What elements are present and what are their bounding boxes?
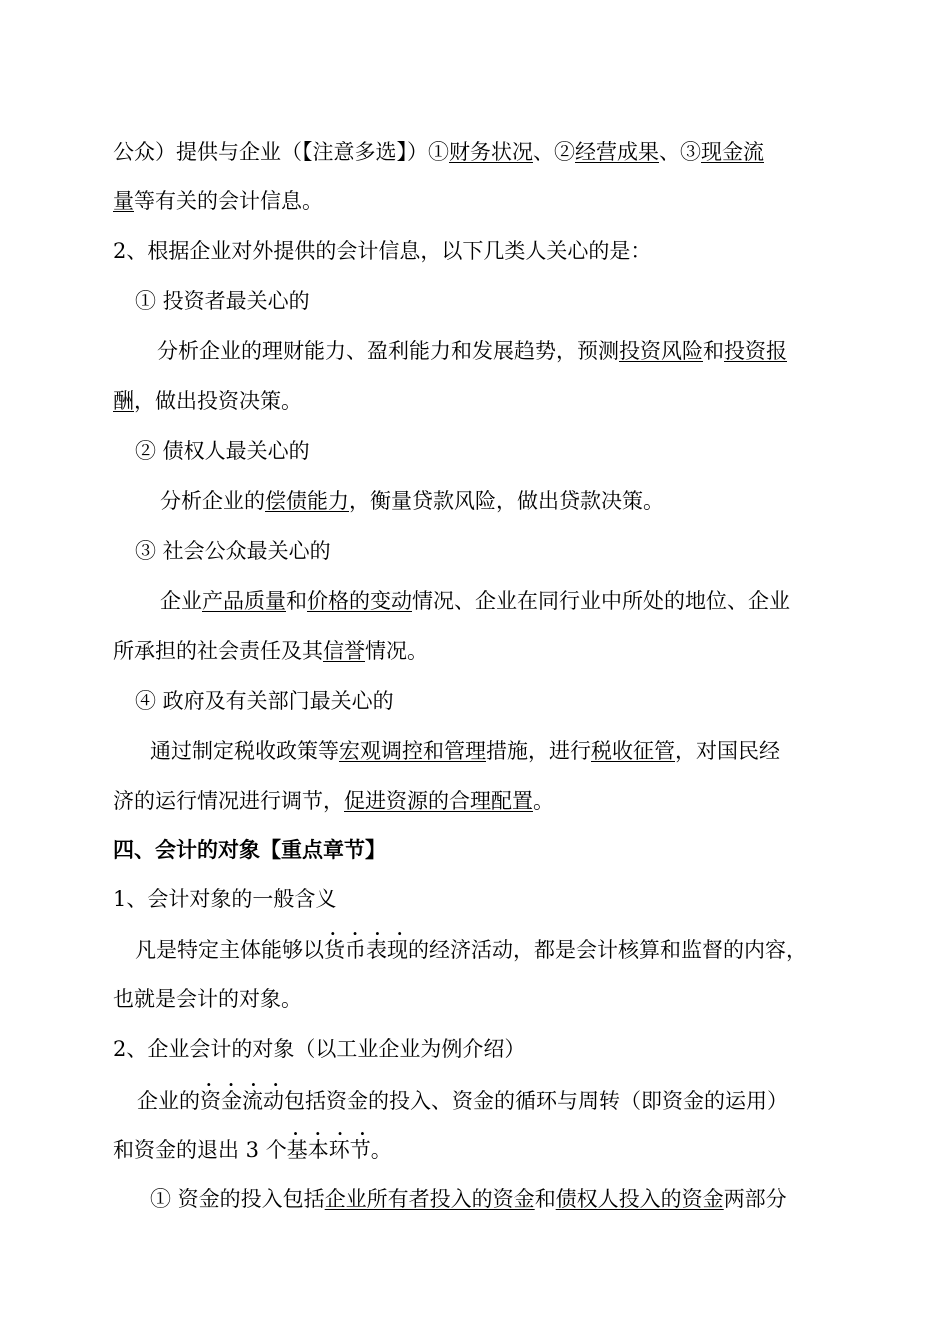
underlined-term: 财务状况 [449,140,533,164]
text: 企业的 [137,1089,200,1113]
underlined-term: 酬 [113,389,134,413]
paragraph-line [113,186,323,216]
text: ，衡量贷款风险，做出贷款决策。 [349,489,664,513]
text: 、② [533,140,575,164]
text: 通过制定税收政策等 [150,739,339,763]
text: 所承担的社会责任及其 [113,639,323,663]
underlined-term: 价格的变动 [307,589,412,613]
paragraph-line [150,1184,787,1214]
underlined-term: 投资风险 [619,339,703,363]
paragraph-line [150,736,780,766]
section-heading: 四、会计的对象【重点章节】 [113,837,386,862]
text: 和资金的退出 3 个 [113,1138,287,1162]
text: 企业 [160,589,202,613]
underlined-term: 偿债能力 [265,489,349,513]
emphasis-dotted-term: · · 货币表现 [324,938,408,962]
text: 情况。 [365,639,428,663]
sub-item-heading: ③ 社会公众最关心的 [135,539,331,563]
text: 、③ [659,140,701,164]
paragraph-line: 也就是会计的对象。 [113,987,302,1011]
paragraph-line [113,137,764,167]
text: ，做出投资决策。 [134,389,302,413]
underlined-term: 现金流 [701,140,764,164]
list-heading: 1、会计对象的一般含义 [113,887,337,911]
text: ① 资金的投入包括 [150,1187,325,1211]
emphasis-dotted-term: · · 资金流动 [200,1089,284,1113]
text: 包括资金的投入、资金的循环与周转（即资金的运用） [284,1089,788,1113]
paragraph-line [157,336,787,366]
paragraph-line [113,636,428,666]
text: 。 [533,789,554,813]
paragraph-line [113,386,302,416]
emphasis-dotted-term: · · 基本环节 [287,1138,371,1162]
paragraph-line [137,1086,788,1116]
underlined-term: 宏观调控和管理 [339,739,486,763]
text: ，对国民经 [675,739,780,763]
text: 等有关的会计信息。 [134,189,323,213]
text: 和 [534,1187,556,1211]
text: 凡是特定主体能够以 [135,938,324,962]
paragraph-line [160,586,790,616]
sub-item-heading: ① 投资者最关心的 [135,289,310,313]
underlined-term: 产品质量 [202,589,286,613]
underlined-term: 税收征管 [591,739,675,763]
text: 和 [703,339,724,363]
sub-item-heading: ② 债权人最关心的 [135,439,310,463]
paragraph-line [113,1135,392,1165]
list-heading: 2、根据企业对外提供的会计信息，以下几类人关心的是： [113,239,652,263]
underlined-term: 量 [113,189,134,213]
list-heading: 2、企业会计的对象（以工业企业为例介绍） [113,1037,526,1061]
text: 济的运行情况进行调节， [113,789,344,813]
text: 两部分 [723,1187,787,1211]
sub-item-heading: ④ 政府及有关部门最关心的 [135,689,394,713]
text: 分析企业的 [160,489,265,513]
text: 分析企业的理财能力、盈利能力和发展趋势，预测 [157,339,619,363]
text: 和 [286,589,307,613]
underlined-term: 债权人投入的资金 [555,1187,724,1211]
underlined-term: 促进资源的合理配置 [344,789,533,813]
underlined-term: 企业所有者投入的资金 [324,1187,535,1211]
paragraph-line [113,786,554,816]
underlined-term: 经营成果 [575,140,659,164]
text: 措施，进行 [486,739,591,763]
text: 公众）提供与企业（【注意多选】）① [113,140,449,164]
text: 。 [370,1138,392,1162]
text: 情况、企业在同行业中所处的地位、企业 [412,589,790,613]
underlined-term: 信誉 [323,639,365,663]
underlined-term: 投资报 [724,339,787,363]
paragraph-line [135,935,807,965]
text: 的经济活动，都是会计核算和监督的内容， [408,938,807,962]
paragraph-line [160,486,664,516]
